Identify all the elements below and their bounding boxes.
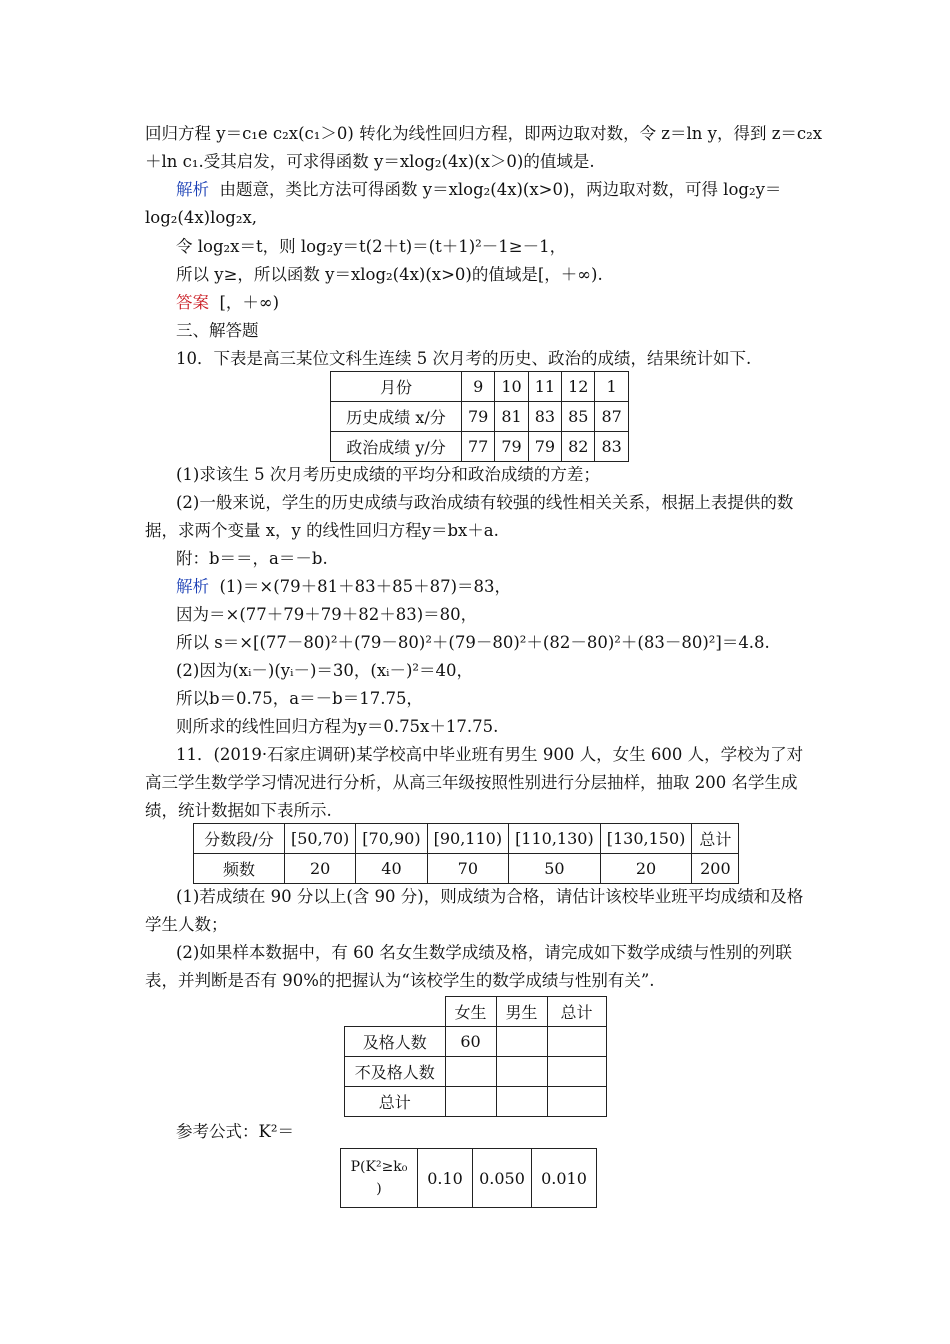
text-line: 令 log₂x＝t，则 log₂y＝t(2＋t)＝(t＋1)²－1≥－1， bbox=[176, 237, 567, 256]
table-cell bbox=[496, 1057, 547, 1087]
solution-label: 解析 bbox=[176, 577, 209, 596]
text-line: 学生人数； bbox=[145, 915, 228, 934]
answer-label: 答案 bbox=[176, 293, 209, 312]
text-line: 高三学生数学学习情况进行分析，从高三年级按照性别进行分层抽样，抽取 200 名学生成 bbox=[145, 773, 798, 792]
table-cell: [110,130) bbox=[509, 824, 601, 854]
table-cell: 0.050 bbox=[473, 1149, 532, 1208]
text-line: (2)一般来说，学生的历史成绩与政治成绩有较强的线性相关关系，根据上表提供的数 bbox=[176, 493, 794, 512]
text-line: (1)＝×(79＋81＋83＋85＋87)＝83， bbox=[219, 577, 512, 596]
table-cell: 月份 bbox=[331, 372, 462, 402]
table-cell bbox=[445, 1057, 496, 1087]
table-cell: 女生 bbox=[445, 997, 496, 1027]
table-cell: 10 bbox=[495, 372, 528, 402]
table-cell: 1 bbox=[595, 372, 628, 402]
text-line: 回归方程 y＝c₁e c₂x(c₁＞0) 转化为线性回归方程，即两边取对数，令 z＝ln y，得到 z＝c₂x bbox=[145, 124, 823, 143]
table-cell: 70 bbox=[427, 854, 508, 884]
table-header-row bbox=[331, 372, 629, 402]
table-cell: 20 bbox=[285, 854, 356, 884]
table-cell bbox=[547, 1087, 606, 1117]
table-cell: 总计 bbox=[692, 824, 739, 854]
contingency-table bbox=[344, 996, 607, 1117]
table-cell bbox=[547, 1027, 606, 1057]
table-cell: 77 bbox=[462, 432, 495, 462]
table-cell-text: ) bbox=[376, 1181, 382, 1197]
answer-paragraph bbox=[176, 291, 279, 315]
table-cell: 200 bbox=[692, 854, 739, 884]
table-cell: 政治成绩 y/分 bbox=[331, 432, 462, 462]
frequency-table bbox=[193, 823, 739, 884]
text-line: 所以 s＝×[(77－80)²＋(79－80)²＋(79－80)²＋(82－80)²＋(83－80)²]＝4.8. bbox=[176, 633, 770, 652]
table-cell: 82 bbox=[562, 432, 595, 462]
text-line: 绩，统计数据如下表所示. bbox=[145, 801, 332, 820]
table-cell: 总计 bbox=[547, 997, 606, 1027]
table-cell bbox=[496, 1087, 547, 1117]
text-line: 因为＝×(77＋79＋79＋82＋83)＝80， bbox=[176, 605, 478, 624]
table-cell bbox=[445, 1087, 496, 1117]
table-cell: [130,150) bbox=[600, 824, 692, 854]
table-cell bbox=[496, 1027, 547, 1057]
table-cell: 历史成绩 x/分 bbox=[331, 402, 462, 432]
table-cell: 及格人数 bbox=[345, 1027, 446, 1057]
table-cell: 81 bbox=[495, 402, 528, 432]
table-cell: [90,110) bbox=[427, 824, 508, 854]
table-cell: 频数 bbox=[194, 854, 285, 884]
text-line: (1)求该生 5 次月考历史成绩的平均分和政治成绩的方差； bbox=[176, 465, 600, 484]
table-cell: 60 bbox=[445, 1027, 496, 1057]
critical-values-table bbox=[340, 1148, 597, 1208]
table-row bbox=[331, 402, 629, 432]
table-cell bbox=[547, 1057, 606, 1087]
table-cell bbox=[341, 1149, 418, 1208]
text-line: (2)因为(xᵢ－)(yᵢ－)＝30，(xᵢ－)²＝40， bbox=[176, 661, 473, 680]
table-cell: 男生 bbox=[496, 997, 547, 1027]
text-line: (1)若成绩在 90 分以上(含 90 分)，则成绩为合格，请估计该校毕业班平均成绩和及格 bbox=[176, 887, 804, 906]
text-line: [，＋∞) bbox=[219, 293, 280, 312]
table-row bbox=[194, 854, 739, 884]
table-row bbox=[345, 1027, 607, 1057]
table-cell: [50,70) bbox=[285, 824, 356, 854]
table-cell: 79 bbox=[462, 402, 495, 432]
table-cell: 不及格人数 bbox=[345, 1057, 446, 1087]
table-row bbox=[341, 1149, 597, 1208]
text-line: 由题意，类比方法可得函数 y＝xlog₂(4x)(x>0)，两边取对数，可得 log₂y＝ bbox=[219, 180, 782, 199]
section-heading: 三、解答题 bbox=[176, 321, 259, 340]
text-line: 据，求两个变量 x，y 的线性回归方程y＝bx＋a. bbox=[145, 521, 499, 540]
text-line: 所以b＝0.75，a＝－b＝17.75， bbox=[176, 689, 423, 708]
table-cell: 83 bbox=[528, 402, 561, 432]
table-cell: 20 bbox=[600, 854, 692, 884]
table-cell: 12 bbox=[562, 372, 595, 402]
table-cell: 50 bbox=[509, 854, 601, 884]
text-line: 附：b＝＝，a＝－b. bbox=[176, 549, 328, 568]
text-line: ＋ln c₁.受其启发，可求得函数 y＝xlog₂(4x)(x＞0)的值域是. bbox=[145, 152, 595, 171]
question-11: 11．(2019·石家庄调研)某学校高中毕业班有男生 900 人，女生 600 人，学校为了对 bbox=[176, 745, 804, 764]
solution-label: 解析 bbox=[176, 180, 209, 199]
table-cell: 0.010 bbox=[532, 1149, 597, 1208]
table-header-row bbox=[194, 824, 739, 854]
table-row bbox=[345, 1087, 607, 1117]
table-cell: 79 bbox=[528, 432, 561, 462]
table-cell: 79 bbox=[495, 432, 528, 462]
table-cell bbox=[345, 997, 446, 1027]
question-10: 10．下表是高三某位文科生连续 5 次月考的历史、政治的成绩，结果统计如下. bbox=[176, 349, 752, 368]
table-cell: 总计 bbox=[345, 1087, 446, 1117]
table-header-row bbox=[345, 997, 607, 1027]
solution-paragraph bbox=[176, 178, 781, 202]
table-cell: [70,90) bbox=[356, 824, 427, 854]
table-row bbox=[331, 432, 629, 462]
text-line: 表，并判断是否有 90%的把握认为“该校学生的数学成绩与性别有关”. bbox=[145, 971, 655, 990]
solution-paragraph bbox=[176, 575, 511, 599]
text-line: 则所求的线性回归方程为y＝0.75x＋17.75. bbox=[176, 717, 499, 736]
table-cell: 87 bbox=[595, 402, 628, 432]
text-line: 所以 y≥，所以函数 y＝xlog₂(4x)(x>0)的值域是[，＋∞). bbox=[176, 265, 603, 284]
text-line: (2)如果样本数据中，有 60 名女生数学成绩及格，请完成如下数学成绩与性别的列联 bbox=[176, 943, 792, 962]
table-cell: 85 bbox=[562, 402, 595, 432]
table-cell: 11 bbox=[528, 372, 561, 402]
table-cell: 0.10 bbox=[418, 1149, 473, 1208]
text-line: log₂(4x)log₂x, bbox=[145, 208, 258, 227]
table-cell: 分数段/分 bbox=[194, 824, 285, 854]
table-cell: 83 bbox=[595, 432, 628, 462]
text-line: 参考公式：K²＝ bbox=[176, 1122, 294, 1141]
table-cell: 40 bbox=[356, 854, 427, 884]
scores-table bbox=[330, 371, 629, 462]
table-cell-text: P(K²≥k₀ bbox=[350, 1159, 408, 1175]
table-cell: 9 bbox=[462, 372, 495, 402]
table-row bbox=[345, 1057, 607, 1087]
